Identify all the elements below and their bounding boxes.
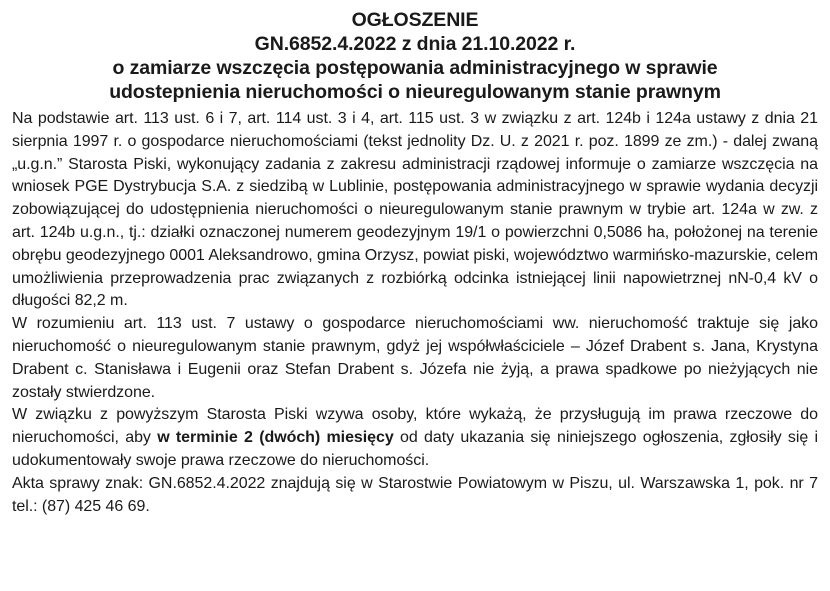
case-reference: GN.6852.4.2022 z dnia 21.10.2022 r. xyxy=(254,33,576,55)
subject-line-2: udostepnienia nieruchomości o nieuregulowanym stanie prawnym xyxy=(109,81,721,103)
deadline-emphasis: w terminie 2 (dwóch) miesięcy xyxy=(157,429,394,447)
announcement-body xyxy=(12,108,818,518)
paragraph-summons xyxy=(12,404,818,472)
summons-text-end: od daty ukazania się niniejszego ogłoszenia, zgłosiły się i udokumentowały swoje prawa rzeczowe do nieruchomości. xyxy=(12,429,818,469)
subject-line-1: o zamiarze wszczęcia postępowania administracyjnego w sprawie xyxy=(112,57,718,79)
summons-text-start: W związku z powyższym Starosta Piski wzywa osoby, które wykażą, że przysługują im prawa rzeczowe do nieruchomości, aby xyxy=(12,406,818,447)
paragraph-property-status: W rozumieniu art. 113 ust. 7 ustawy o gospodarce nieruchomościami ww. nieruchomość traktuje się jako nieruchomość o nieuregulowanym stanie prawnym, gdyż jej współwłaściciele – Józef Drabent s. Jana, Krystyna Drabent c. Stanisława i Eugenii oraz Stefan Drabent s. Józefa nie żyją, a prawa spadkowe po nieżyjących nie zostały stwierdzone. xyxy=(12,315,818,401)
paragraph-legal-basis: Na podstawie art. 113 ust. 6 i 7, art. 114 ust. 3 i 4, art. 115 ust. 3 w związku z art. 124b i 124a ustawy z dnia 21 sierpnia 1997 r. o gospodarce nieruchomościami (tekst jednolity Dz. U. z 2021 r. poz. 1899 ze zm.) - dalej zwaną „u.g.n.” Starosta Piski, wykonujący zadania z zakresu administracji rządowej informuje o zamiarze wszczęcia na wniosek PGE Dystrybucja S.A. z siedzibą w Lublinie, postępowania administracyjnego w sprawie wydania decyzji zobowiązującej do udostępnienia nieruchomości o nieuregulowanym stanie prawnym w trybie art. 124a w zw. z art. 124b u.g.n., tj.: działki oznaczonej numerem geodezyjnym 19/1 o powierzchni 0,5086 ha, położonej na terenie obrębu geodezyjnego 0001 Aleksandrowo, gmina Orzysz, powiat piski, województwo warmińsko-mazurskie, celem umożliwienia przeprowadzenia prac związanych z rozbiórką odcinka istniejącej linii napowietrznej nN-0,4 kV o długości 82,2 m. xyxy=(12,110,818,310)
announcement-header xyxy=(12,8,818,104)
paragraph-case-files: Akta sprawy znak: GN.6852.4.2022 znajdują się w Starostwie Powiatowym w Piszu, ul. Warszawska 1, pok. nr 7 tel.: (87) 425 46 69. xyxy=(12,474,818,515)
announcement-title: OGŁOSZENIE xyxy=(351,9,479,31)
